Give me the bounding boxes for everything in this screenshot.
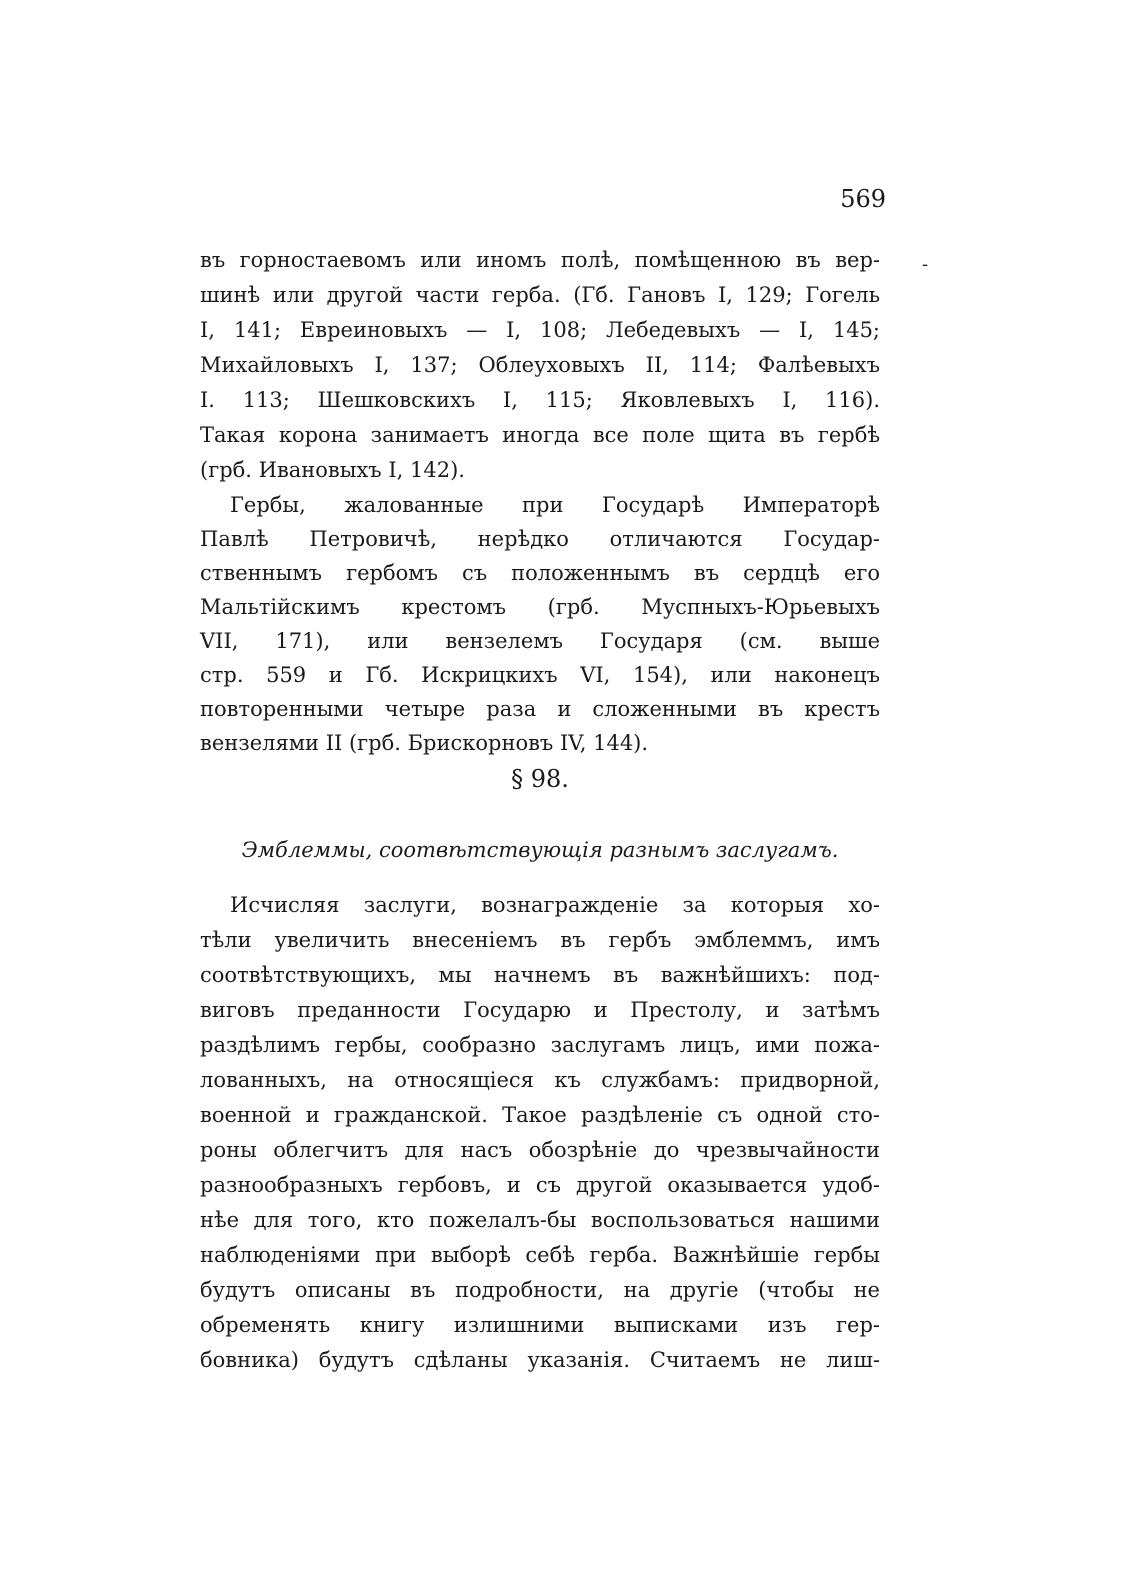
text-line: I, 141; Евреиновыхъ — I, 108; Лебедевыхъ — I, 145; — [200, 318, 880, 342]
text-line: военной и гражданской. Такое раздѣленiе съ одной сто- — [200, 1103, 880, 1127]
section-subtitle: Эмблеммы, соотвѣтствующiя разнымъ заслугамъ. — [241, 838, 839, 862]
text-line: нѣе для того, кто пожелалъ-бы воспользоваться нашими — [200, 1208, 880, 1232]
text-line: соотвѣтствующихъ, мы начнемъ въ важнѣйшихъ: под- — [200, 963, 880, 987]
text-line: въ горностаевомъ или иномъ полѣ, помѣщенною въ вер- — [200, 248, 880, 272]
text-line: вензелями II (грб. Брискорновъ IV, 144). — [200, 731, 649, 755]
paragraph-2 — [200, 488, 880, 760]
text-line: Гербы, жалованные при Государѣ Императорѣ — [230, 493, 880, 517]
text-line: бовника) будутъ сдѣланы указанiя. Считаемъ не лиш- — [200, 1348, 880, 1372]
text-line: разнообразныхъ гербовъ, и съ другой оказывается удоб- — [200, 1173, 880, 1197]
text-line: виговъ преданности Государю и Престолу, и затѣмъ — [200, 998, 880, 1022]
text-line: стр. 559 и Гб. Искрицкихъ VI, 154), или наконецъ — [200, 663, 880, 687]
text-line: Михайловыхъ I, 137; Облеуховыхъ II, 114; Фалѣевыхъ — [200, 353, 880, 377]
text-line: Исчисляя заслуги, вознагражденiе за которыя хо- — [230, 893, 880, 917]
text-line: (грб. Ивановыхъ I, 142). — [200, 458, 465, 482]
section-heading: § 98. — [511, 765, 569, 793]
text-line: тѣли увеличить внесенiемъ въ гербъ эмблеммъ, имъ — [200, 928, 880, 952]
paragraph-3 — [200, 888, 880, 1378]
text-line: шинѣ или другой части герба. (Гб. Гановъ I, 129; Гогель — [200, 283, 880, 307]
text-line: VII, 171), или вензелемъ Государя (см. выше — [200, 629, 880, 653]
paragraph-1 — [200, 243, 880, 488]
text-line: наблюденiями при выборѣ себѣ герба. Важнѣйшiе гербы — [200, 1243, 880, 1267]
text-line: обременять книгу излишними выписками изъ гер- — [200, 1313, 880, 1337]
text-line: I. 113; Шешковскихъ I, 115; Яковлевыхъ I, 116). — [200, 388, 880, 412]
text-line: ственнымъ гербомъ съ положеннымъ въ сердцѣ его — [200, 561, 880, 585]
text-line: Мальтiйскимъ крестомъ (грб. Муспныхъ-Юрьевыхъ — [200, 595, 880, 619]
page-number: 569 — [840, 185, 886, 213]
text-line: Такая корона занимаетъ иногда все поле щита въ гербѣ — [200, 423, 880, 447]
text-line: раздѣлимъ гербы, сообразно заслугамъ лицъ, ими пожа- — [200, 1033, 880, 1057]
text-line: будутъ описаны въ подробности, на другiе (чтобы не — [200, 1278, 880, 1302]
text-line: роны облегчитъ для насъ обозрѣнiе до чрезвычайности — [200, 1138, 880, 1162]
text-line: повторенными четыре раза и сложенными въ крестъ — [200, 697, 880, 721]
stray-mark: - — [922, 254, 929, 275]
text-line: лованныхъ, на относящiеся къ службамъ: придворной, — [200, 1068, 880, 1092]
text-line: Павлѣ Петровичѣ, нерѣдко отличаются Государ- — [200, 527, 880, 551]
